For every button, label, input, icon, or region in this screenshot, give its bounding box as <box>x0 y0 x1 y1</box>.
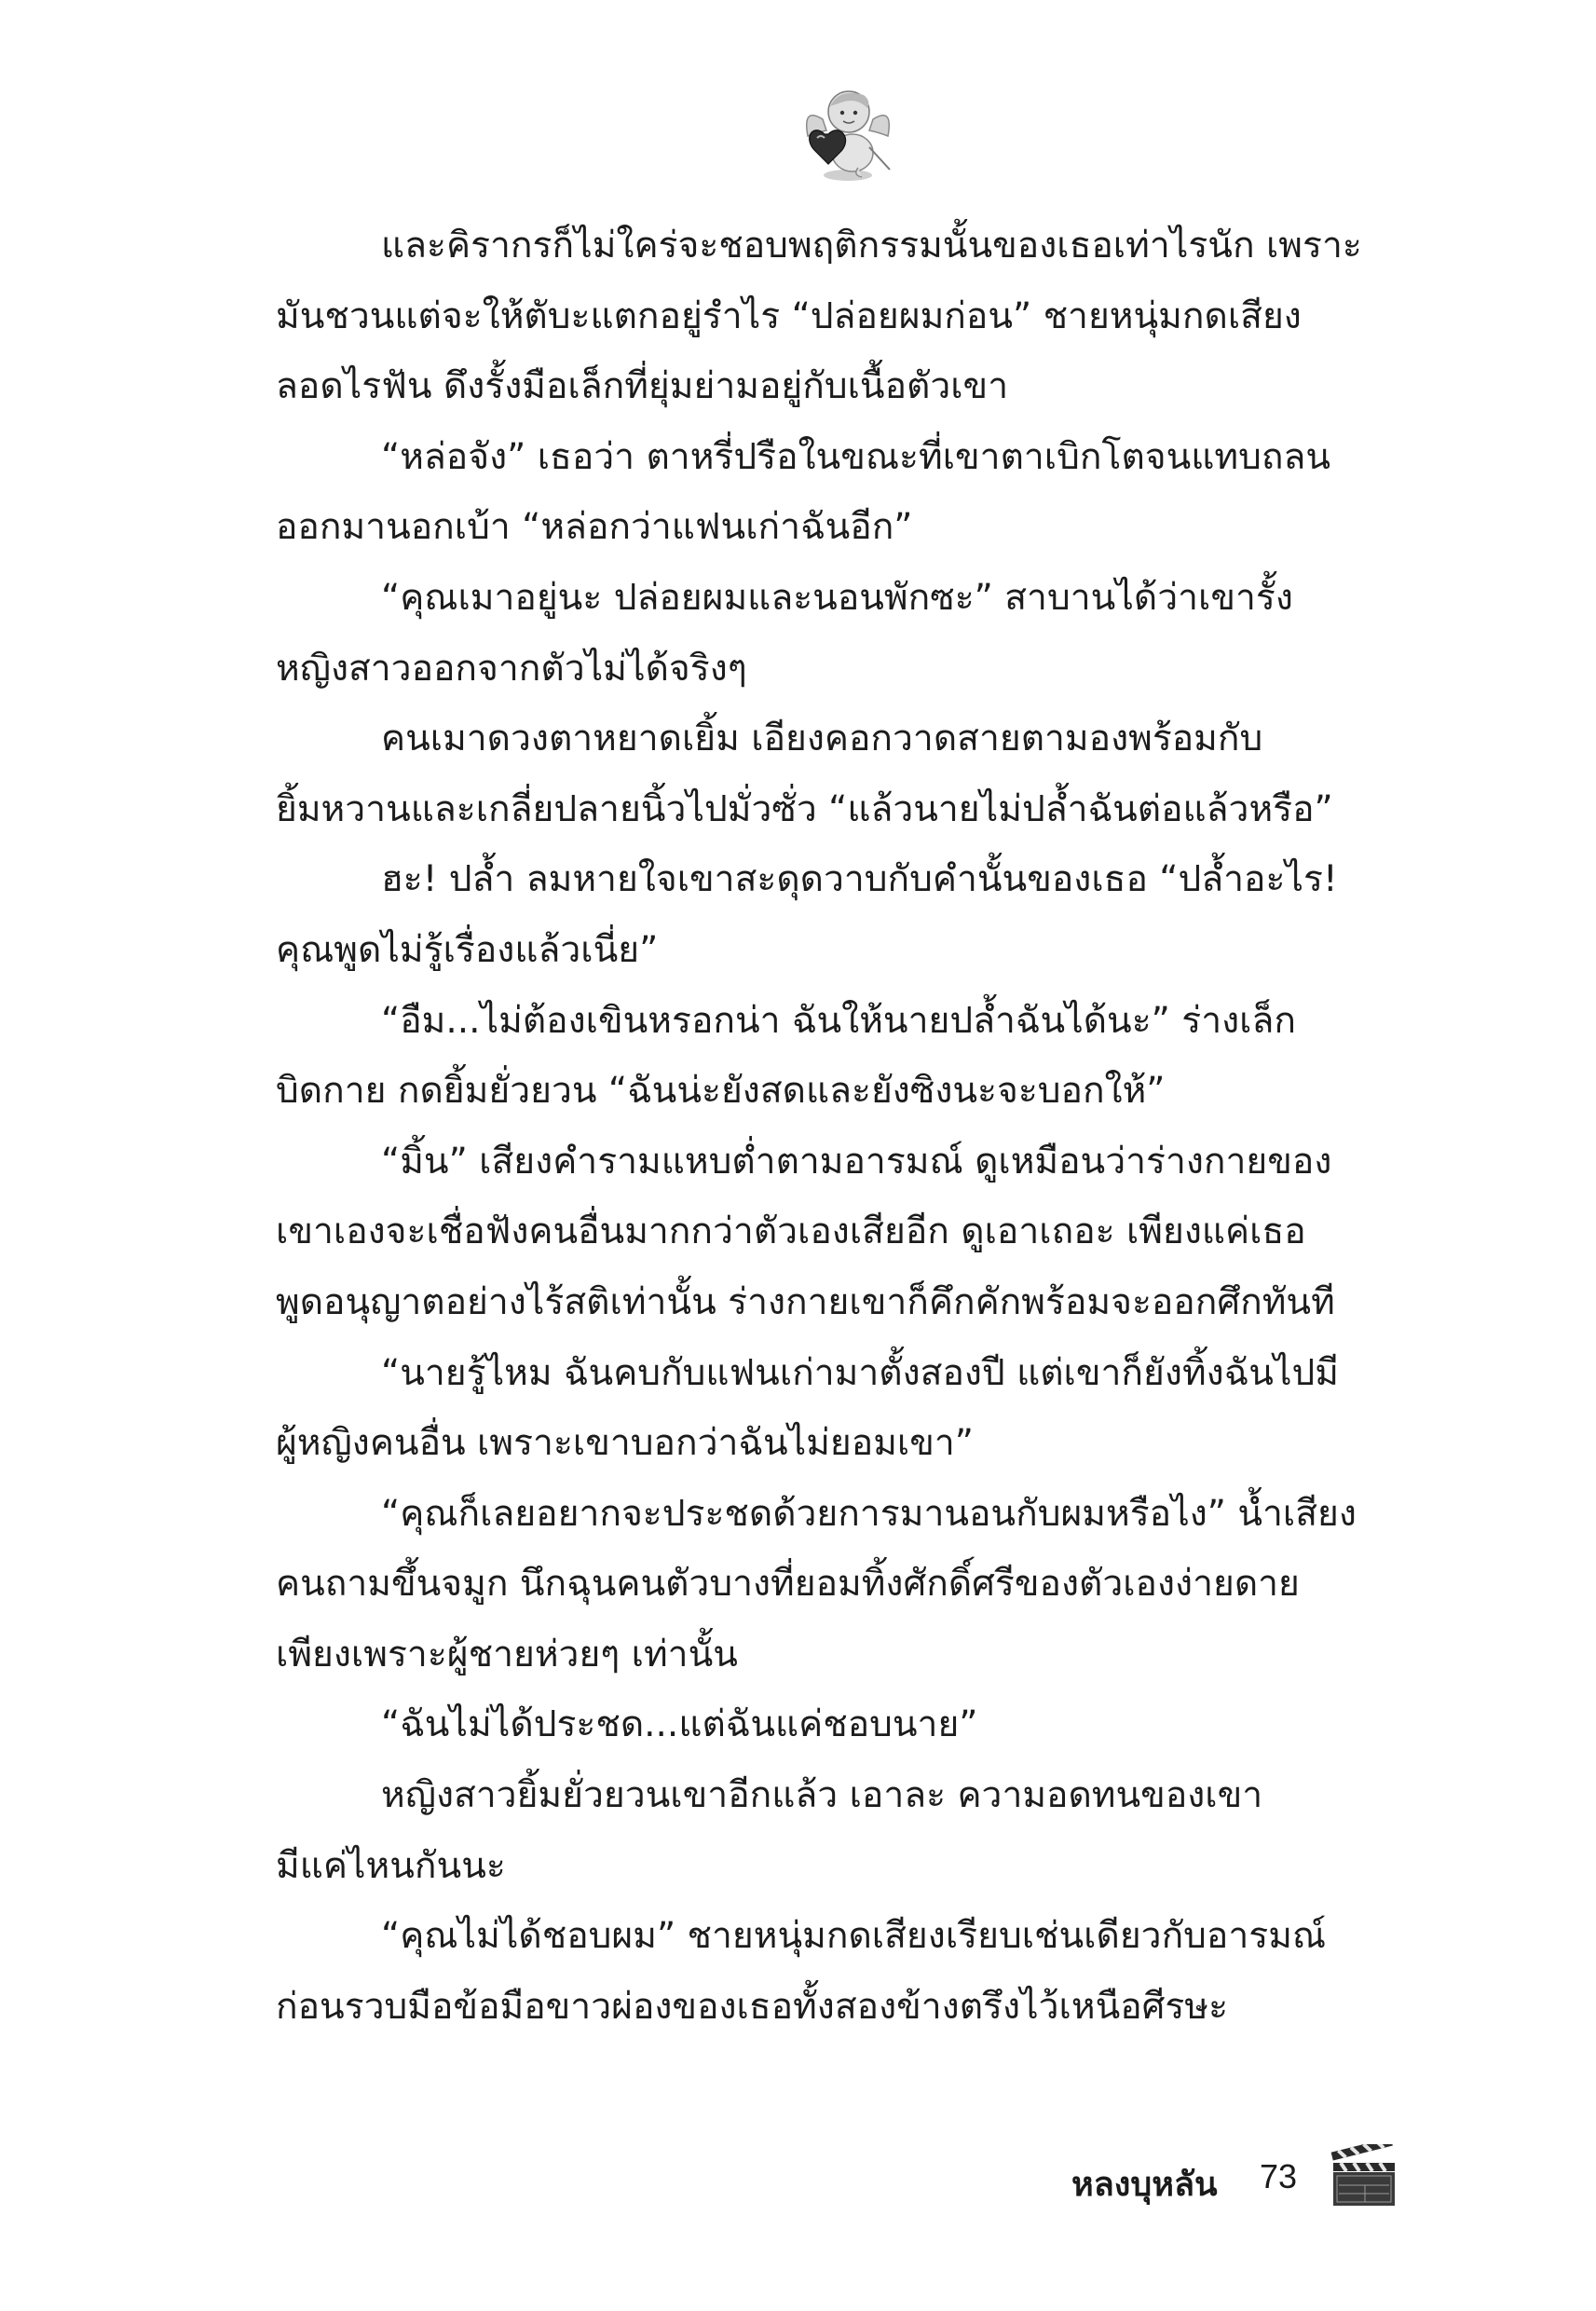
text-line: คุณพูดไม่รู้เรื่องแล้วเนี่ย” <box>276 928 659 971</box>
text-line: หญิงสาวยิ้มยั่วยวนเขาอีกแล้ว เอาละ ความอดทนของเขา <box>381 1774 1263 1817</box>
text-line: พูดอนุญาตอย่างไร้สติเท่านั้น ร่างกายเขาก็คึกคักพร้อมจะออกศึกทันที <box>276 1280 1335 1323</box>
story-text <box>276 211 1412 2042</box>
text-line: ฮะ! ปล้ำ ลมหายใจเขาสะดุดวาบกับคำนั้นของเธอ “ปล้ำอะไร! <box>381 858 1338 901</box>
text-line: “คุณก็เลยอยากจะประชดด้วยการมานอนกับผมหรือไง” น้ำเสียง <box>381 1492 1357 1535</box>
text-line: และคิรากรก็ไม่ใคร่จะชอบพฤติกรรมนั้นของเธอเท่าไรนัก เพราะ <box>381 225 1362 267</box>
text-line: บิดกาย กดยิ้มยั่วยวน “ฉันน่ะยังสดและยังซิงนะจะบอกให้” <box>276 1070 1166 1113</box>
cupid-holding-heart-icon <box>797 82 899 185</box>
text-line: เขาเองจะเชื่อฟังคนอื่นมากกว่าตัวเองเสียอีก ดูเอาเถอะ เพียงแค่เธอ <box>276 1210 1306 1253</box>
text-line: เพียงเพราะผู้ชายห่วยๆ เท่านั้น <box>276 1633 738 1675</box>
text-line: ยิ้มหวานและเกลี่ยปลายนิ้วไปมั่วซั่ว “แล้วนายไม่ปล้ำฉันต่อแล้วหรือ” <box>276 787 1333 830</box>
text-line: คนเมาดวงตาหยาดเยิ้ม เอียงคอกวาดสายตามองพร้อมกับ <box>381 718 1263 760</box>
text-line: “นายรู้ไหม ฉันคบกับแฟนเก่ามาตั้งสองปี แต่เขาก็ยังทิ้งฉันไปมี <box>381 1351 1339 1394</box>
text-line: “ฉันไม่ได้ประชด...แต่ฉันแค่ชอบนาย” <box>381 1703 978 1746</box>
text-line: “มิ้น” เสียงคำรามแหบต่ำตามอารมณ์ ดูเหมือนว่าร่างกายของ <box>381 1140 1332 1183</box>
text-line: หญิงสาวออกจากตัวไม่ได้จริงๆ <box>276 647 747 690</box>
text-line: มันชวนแต่จะให้ตับะแตกอยู่รำไร “ปล่อยผมก่อน” ชายหนุ่มกดเสียง <box>276 294 1302 337</box>
clapperboard-icon <box>1328 2144 1402 2209</box>
book-title: หลงบุหลัน <box>1071 2166 1218 2204</box>
text-line: “อืม...ไม่ต้องเขินหรอกน่า ฉันให้นายปล้ำฉันได้นะ” ร่างเล็ก <box>381 999 1296 1042</box>
text-line: ก่อนรวบมือข้อมือขาวผ่องของเธอทั้งสองข้างตรึงไว้เหนือศีรษะ <box>276 1985 1229 2028</box>
page-number: 73 <box>1260 2157 1298 2195</box>
text-line: ผู้หญิงคนอื่น เพราะเขาบอกว่าฉันไม่ยอมเขา” <box>276 1422 974 1465</box>
page-footer <box>1016 2139 1425 2232</box>
text-line: ออกมานอกเบ้า “หล่อกว่าแฟนเก่าฉันอีก” <box>276 506 913 549</box>
text-line: คนถามขึ้นจมูก นึกฉุนคนตัวบางที่ยอมทิ้งศักดิ์ศรีของตัวเองง่ายดาย <box>276 1563 1300 1606</box>
text-line: มีแค่ไหนกันนะ <box>276 1844 506 1887</box>
text-line: “คุณไม่ได้ชอบผม” ชายหนุ่มกดเสียงเรียบเช่นเดียวกับอารมณ์ <box>381 1915 1327 1958</box>
text-line: “หล่อจัง” เธอว่า ตาหรี่ปรือในขณะที่เขาตาเบิกโตจนแทบถลน <box>381 435 1331 478</box>
text-line: “คุณเมาอยู่นะ ปล่อยผมและนอนพักซะ” สาบานได้ว่าเขารั้ง <box>381 576 1293 619</box>
text-line: ลอดไรฟัน ดึงรั้งมือเล็กที่ยุ่มย่ามอยู่กับเนื้อตัวเขา <box>276 365 1009 408</box>
